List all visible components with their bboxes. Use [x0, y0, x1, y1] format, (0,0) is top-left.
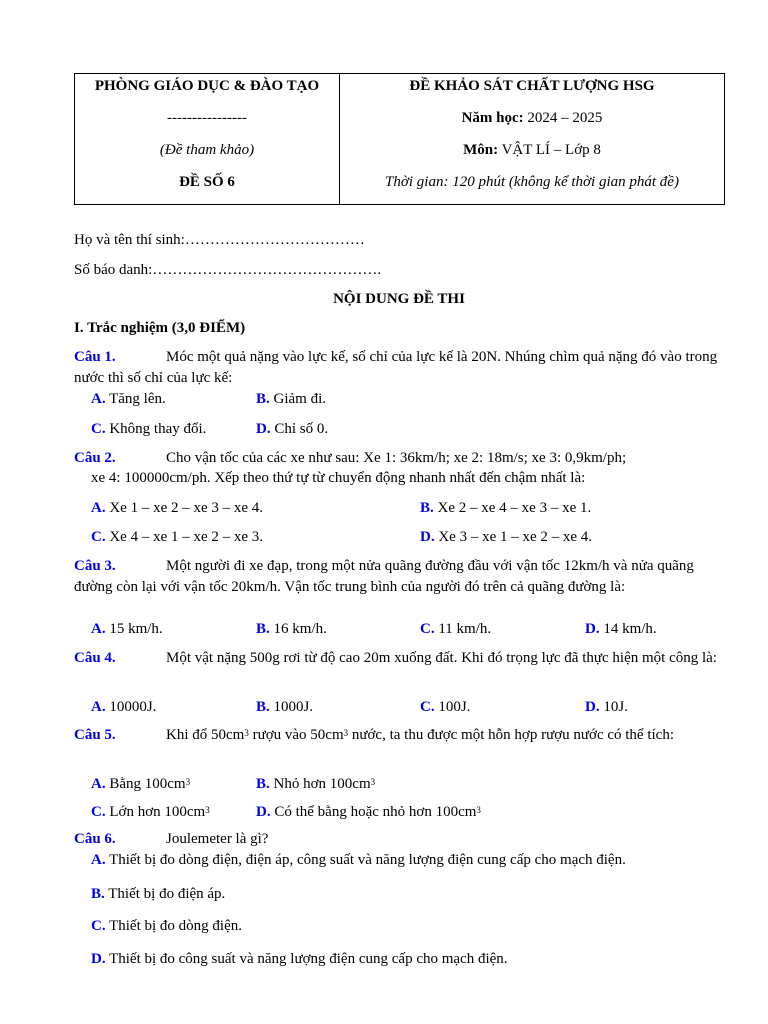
- option-text: 11 km/h.: [438, 621, 492, 637]
- option-text: Thiết bị đo dòng điện, điện áp, công suất và năng lượng điện cung cấp cho mạch điện.: [109, 852, 626, 868]
- option-d[interactable]: [256, 419, 328, 439]
- subject: [340, 140, 724, 172]
- question-4: [74, 648, 724, 669]
- subject-label: Môn:: [463, 142, 499, 158]
- option-c[interactable]: [91, 527, 263, 547]
- option-text: Lớn hơn 100cm: [109, 804, 206, 820]
- question-text-part: Khi đổ 50cm: [166, 727, 245, 743]
- option-text: Chỉ số 0.: [274, 421, 329, 437]
- superscript: 3: [205, 805, 210, 815]
- question-text: Cho vận tốc của các xe như sau: Xe 1: 36km/h; xe 2: 18m/s; xe 3: 0,9km/ph;: [166, 450, 627, 466]
- option-b[interactable]: [256, 619, 327, 639]
- dash-separator: ----------------: [167, 110, 247, 126]
- option-d[interactable]: [420, 527, 592, 547]
- option-text: Có thể bằng hoặc nhỏ hơn 100cm: [274, 804, 477, 820]
- option-key: C.: [91, 918, 106, 934]
- superscript: 3: [476, 805, 481, 815]
- option-c[interactable]: [420, 697, 470, 717]
- option-key: B.: [91, 886, 105, 902]
- option-c[interactable]: [91, 419, 206, 439]
- option-key: A.: [91, 391, 106, 407]
- option-key: B.: [256, 776, 270, 792]
- option-key: C.: [91, 804, 106, 820]
- question-5: [74, 725, 724, 746]
- option-key: D.: [585, 621, 600, 637]
- option-text: Thiết bị đo dòng điện.: [109, 918, 242, 934]
- question-label: Câu 6.: [74, 831, 116, 847]
- question-text: Một người đi xe đạp, trong một nửa quãng đường đầu với vận tốc 12km/h và nửa quãng đường còn lại với vận tốc 20km/h. Vận tốc trung bình của người đó trên cả quãng đường là:: [74, 558, 694, 595]
- option-b[interactable]: [256, 389, 326, 409]
- student-id-line: Số báo danh:……………………………………….: [74, 262, 382, 278]
- option-text: 1000J.: [273, 699, 314, 715]
- option-c[interactable]: [91, 916, 242, 936]
- school-year-value: 2024 – 2025: [527, 110, 603, 126]
- header-left-cell: [75, 74, 340, 205]
- option-text: 15 km/h.: [109, 621, 163, 637]
- header-right-cell: [340, 74, 725, 205]
- option-text: Thiết bị đo công suất và năng lượng điện cung cấp cho mạch điện.: [109, 951, 508, 967]
- option-key: D.: [585, 699, 600, 715]
- option-d[interactable]: [585, 619, 657, 639]
- option-key: C.: [91, 529, 106, 545]
- option-a[interactable]: [91, 619, 163, 639]
- option-c[interactable]: [420, 619, 491, 639]
- option-key: A.: [91, 852, 106, 868]
- org-name: PHÒNG GIÁO DỤC & ĐÀO TẠO: [94, 78, 320, 94]
- question-2: [74, 448, 724, 469]
- option-key: B.: [256, 391, 270, 407]
- question-label: Câu 4.: [74, 650, 116, 666]
- option-key: B.: [420, 500, 434, 516]
- exam-number: ĐỀ SỐ 6: [179, 174, 235, 190]
- option-text: Xe 3 – xe 1 – xe 2 – xe 4.: [438, 529, 593, 545]
- question-text-part: rượu vào 50cm: [248, 727, 344, 743]
- option-d[interactable]: [91, 949, 508, 969]
- option-key: D.: [91, 951, 106, 967]
- reference-note: (Đề tham khảo): [159, 142, 255, 158]
- option-b[interactable]: [256, 697, 313, 717]
- option-text: Giảm đi.: [273, 391, 327, 407]
- question-label: Câu 5.: [74, 727, 116, 743]
- option-d[interactable]: [585, 697, 628, 717]
- option-text: 100J.: [438, 699, 471, 715]
- option-key: B.: [256, 621, 270, 637]
- question-3: [74, 556, 724, 598]
- option-text: Thiết bị đo điện áp.: [108, 886, 226, 902]
- option-key: A.: [91, 776, 106, 792]
- exam-time: Thời gian: 120 phút (không kể thời gian phát đề): [385, 174, 679, 190]
- option-text: 14 km/h.: [603, 621, 657, 637]
- option-key: D.: [256, 421, 271, 437]
- school-year: [340, 108, 724, 140]
- option-text: Nhỏ hơn 100cm: [273, 776, 371, 792]
- question-label: Câu 3.: [74, 558, 116, 574]
- superscript: 3: [244, 728, 249, 738]
- option-key: B.: [256, 699, 270, 715]
- option-key: A.: [91, 621, 106, 637]
- superscript: 3: [185, 777, 191, 787]
- option-a[interactable]: [91, 774, 190, 794]
- option-d[interactable]: [256, 802, 481, 822]
- exam-title: ĐỀ KHẢO SÁT CHẤT LƯỢNG HSG: [409, 78, 655, 94]
- option-text: 16 km/h.: [273, 621, 327, 637]
- option-key: A.: [91, 699, 106, 715]
- question-text: [166, 727, 674, 743]
- content-title: NỘI DUNG ĐỀ THI: [333, 291, 465, 307]
- question-label: Câu 1.: [74, 349, 116, 365]
- option-text: Không thay đổi.: [109, 421, 207, 437]
- option-text: Bằng 100cm: [109, 776, 186, 792]
- question-6: [74, 829, 724, 850]
- student-name-line: Họ và tên thí sinh:………………………………: [74, 232, 365, 248]
- question-text: Joulemeter là gì?: [166, 831, 269, 847]
- option-key: A.: [91, 500, 106, 516]
- option-text: Xe 2 – xe 4 – xe 3 – xe 1.: [437, 500, 592, 516]
- option-a[interactable]: [91, 697, 156, 717]
- subject-value: VẬT LÍ – Lớp 8: [501, 142, 601, 158]
- option-key: D.: [420, 529, 435, 545]
- school-year-label: Năm học:: [461, 110, 524, 126]
- option-a[interactable]: [91, 850, 626, 870]
- option-text: 10J.: [603, 699, 628, 715]
- option-key: C.: [420, 699, 435, 715]
- question-2-continued: xe 4: 100000cm/ph. Xếp theo thứ tự từ chuyển động nhanh nhất đến chậm nhất là:: [91, 470, 586, 486]
- option-b[interactable]: [91, 884, 225, 904]
- exam-header-table: [74, 73, 725, 205]
- option-c[interactable]: [91, 802, 210, 822]
- option-a[interactable]: [91, 498, 263, 518]
- option-a[interactable]: [91, 389, 166, 409]
- option-key: C.: [420, 621, 435, 637]
- section-title: I. Trắc nghiệm (3,0 ĐIỂM): [74, 320, 246, 336]
- option-text: 10000J.: [109, 699, 157, 715]
- option-b[interactable]: [256, 774, 375, 794]
- question-1: [74, 347, 724, 389]
- question-text: Móc một quả nặng vào lực kế, số chỉ của lực kế là 20N. Nhúng chìm quả nặng đó vào trong nước thì số chỉ của lực kế:: [74, 349, 718, 386]
- superscript: 3: [343, 728, 349, 738]
- superscript: 3: [370, 777, 376, 787]
- question-text-part: nước, ta thu được một hỗn hợp rượu nước có thể tích:: [348, 727, 674, 743]
- option-b[interactable]: [420, 498, 591, 518]
- question-text: Một vật nặng 500g rơi từ độ cao 20m xuống đất. Khi đó trọng lực đã thực hiện một công là:: [166, 650, 717, 666]
- option-key: C.: [91, 421, 106, 437]
- question-label: Câu 2.: [74, 450, 116, 466]
- option-text: Xe 4 – xe 1 – xe 2 – xe 3.: [109, 529, 264, 545]
- option-text: Tăng lên.: [109, 391, 166, 407]
- option-key: D.: [256, 804, 271, 820]
- option-text: Xe 1 – xe 2 – xe 3 – xe 4.: [109, 500, 264, 516]
